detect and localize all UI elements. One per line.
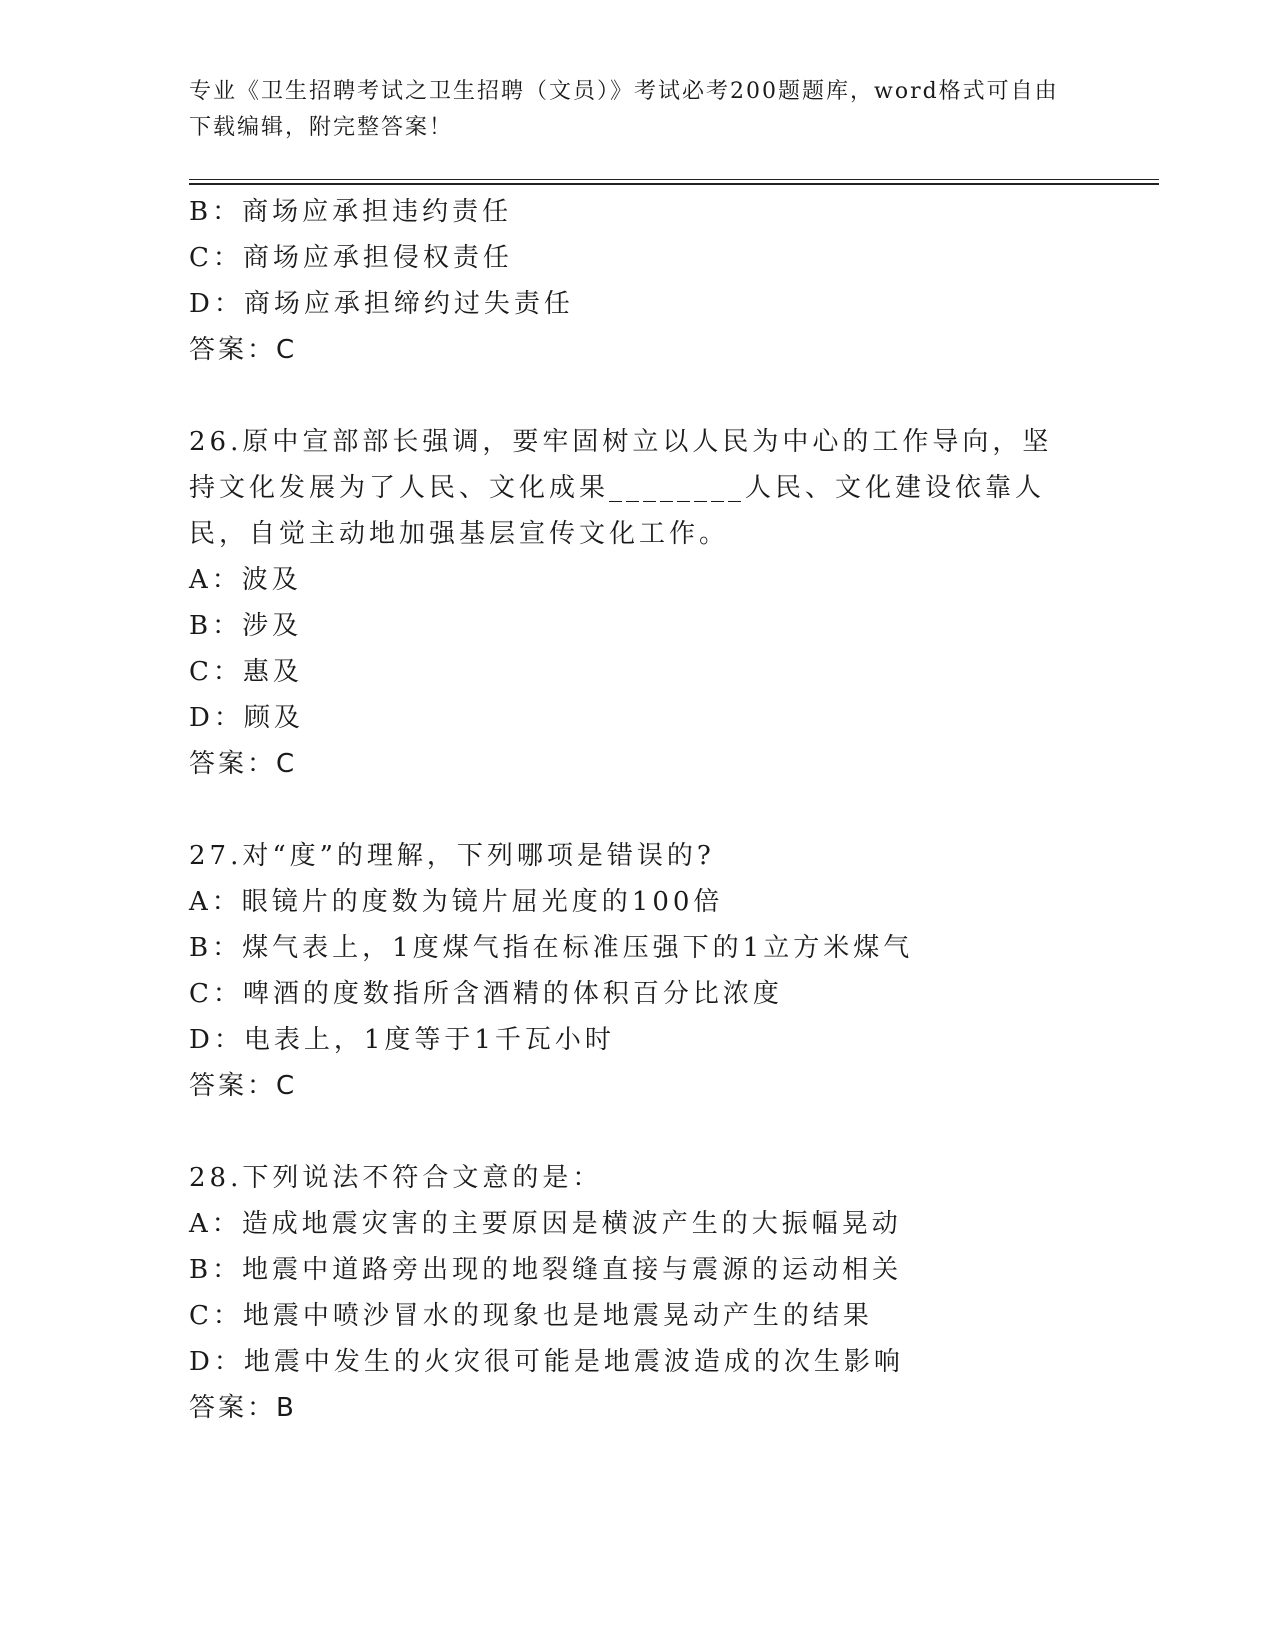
question-block-28: [189, 1155, 1089, 1431]
option-d: D：商场应承担缔约过失责任: [189, 289, 574, 319]
answer-line: 答案：C: [189, 1071, 298, 1101]
option-b: B：地震中道路旁出现的地裂缝直接与震源的运动相关: [189, 1255, 903, 1285]
header-divider-thick: [189, 183, 1159, 185]
option-a: A：波及: [189, 565, 302, 595]
question-body: [189, 189, 1089, 1431]
option-c: C：地震中喷沙冒水的现象也是地震晃动产生的结果: [189, 1301, 873, 1331]
option-c: C：惠及: [189, 657, 303, 687]
question-block-26: [189, 419, 1089, 787]
question-block-27: [189, 833, 1089, 1109]
answer-line: 答案：C: [189, 335, 298, 365]
option-a: A：造成地震灾害的主要原因是横波产生的大振幅晃动: [189, 1209, 902, 1239]
question-stem: 28.下列说法不符合文意的是：: [189, 1163, 603, 1193]
answer-line: 答案：C: [189, 749, 298, 779]
prev-question-block: [189, 189, 1089, 373]
header-divider-thin: [189, 179, 1159, 180]
spacer: [189, 787, 1089, 833]
option-c: C：啤酒的度数指所含酒精的体积百分比浓度: [189, 979, 783, 1009]
document-header: 专业《卫生招聘考试之卫生招聘（文员）》考试必考200题题库，word格式可自由下载编辑，附完整答案！: [189, 79, 1059, 140]
option-b: B：商场应承担违约责任: [189, 197, 513, 227]
question-stem: 27.对“度”的理解，下列哪项是错误的?: [189, 841, 715, 871]
option-c: C：商场应承担侵权责任: [189, 243, 513, 273]
option-d: D：顾及: [189, 703, 304, 733]
answer-line: 答案：B: [189, 1393, 297, 1423]
option-b: B：煤气表上，1度煤气指在标准压强下的1立方米煤气: [189, 933, 914, 963]
option-d: D：地震中发生的火灾很可能是地震波造成的次生影响: [189, 1347, 904, 1377]
question-stem: 26.原中宣部部长强调，要牢固树立以人民为中心的工作导向，坚持文化发展为了人民、文化成果________人民、文化建设依靠人民，自觉主动地加强基层宣传文化工作。: [189, 427, 1053, 549]
option-a: A：眼镜片的度数为镜片屈光度的100倍: [189, 887, 724, 917]
spacer: [189, 1109, 1089, 1155]
spacer: [189, 373, 1089, 419]
option-b: B：涉及: [189, 611, 303, 641]
option-d: D：电表上，1度等于1千瓦小时: [189, 1025, 615, 1055]
